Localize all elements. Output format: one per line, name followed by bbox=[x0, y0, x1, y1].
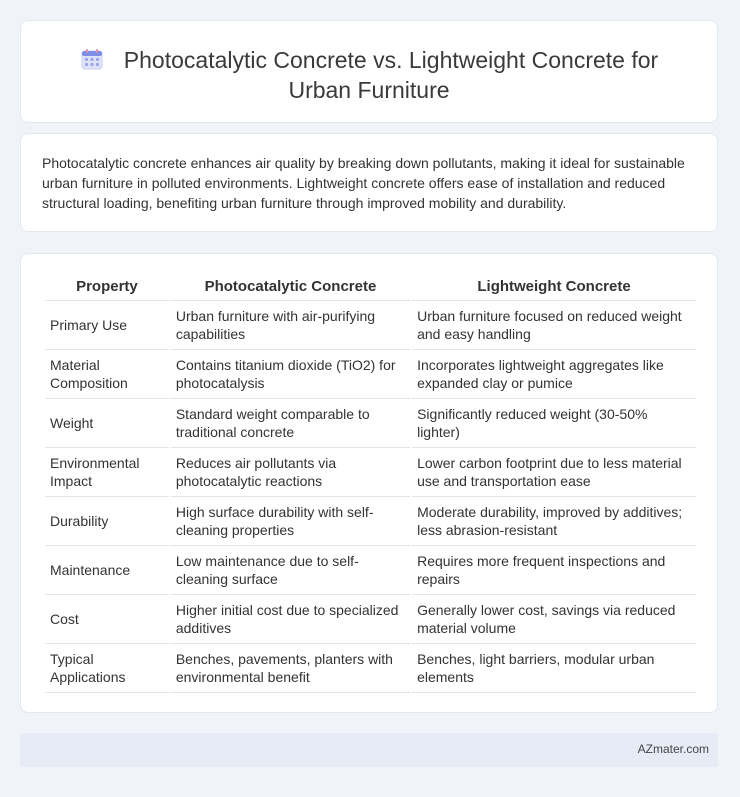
calendar-icon bbox=[80, 48, 106, 72]
table-row bbox=[45, 399, 696, 448]
property-cell: Maintenance bbox=[45, 546, 169, 595]
lightweight-cell: Benches, light barriers, modular urban elements bbox=[412, 644, 696, 693]
title-line-1: Photocatalytic Concrete vs. Lightweight Concrete for bbox=[123, 47, 659, 73]
header-photocatalytic: Photocatalytic Concrete bbox=[171, 274, 410, 301]
header-lightweight: Lightweight Concrete bbox=[412, 274, 696, 301]
property-cell: Cost bbox=[45, 595, 169, 644]
table-row bbox=[45, 301, 696, 350]
photocatalytic-cell: High surface durability with self-cleaning properties bbox=[171, 497, 410, 546]
property-cell: Material Composition bbox=[45, 350, 169, 399]
photocatalytic-cell: Urban furniture with air-purifying capabilities bbox=[171, 301, 410, 350]
property-cell: Typical Applications bbox=[45, 644, 169, 693]
lightweight-cell: Requires more frequent inspections and repairs bbox=[412, 546, 696, 595]
comparison-table bbox=[43, 274, 698, 693]
table-header-row bbox=[45, 274, 696, 301]
table-row bbox=[45, 644, 696, 693]
footer-bar bbox=[20, 733, 718, 767]
footer-site-link[interactable]: AZmater.com bbox=[637, 742, 709, 756]
intro-text: Photocatalytic concrete enhances air quality by breaking down pollutants, making it ideal for sustainable urban furniture in polluted environments. Lightweight concrete offers ease of installation and reduced structural loading, benefiting urban furniture through improved mobility and durability. bbox=[42, 155, 685, 211]
title-line-2: Urban Furniture bbox=[288, 77, 450, 103]
lightweight-cell: Significantly reduced weight (30-50% lighter) bbox=[412, 399, 696, 448]
table-row bbox=[45, 350, 696, 399]
page-title bbox=[21, 45, 717, 105]
property-cell: Environmental Impact bbox=[45, 448, 169, 497]
table-row bbox=[45, 595, 696, 644]
photocatalytic-cell: Higher initial cost due to specialized additives bbox=[171, 595, 410, 644]
photocatalytic-cell: Benches, pavements, planters with environmental benefit bbox=[171, 644, 410, 693]
photocatalytic-cell: Contains titanium dioxide (TiO2) for photocatalysis bbox=[171, 350, 410, 399]
intro-card bbox=[20, 133, 718, 232]
property-cell: Weight bbox=[45, 399, 169, 448]
photocatalytic-cell: Standard weight comparable to traditional concrete bbox=[171, 399, 410, 448]
property-cell: Durability bbox=[45, 497, 169, 546]
lightweight-cell: Urban furniture focused on reduced weight and easy handling bbox=[412, 301, 696, 350]
table-row bbox=[45, 546, 696, 595]
lightweight-cell: Generally lower cost, savings via reduced material volume bbox=[412, 595, 696, 644]
lightweight-cell: Lower carbon footprint due to less material use and transportation ease bbox=[412, 448, 696, 497]
comparison-card bbox=[20, 253, 718, 713]
photocatalytic-cell: Reduces air pollutants via photocatalytic reactions bbox=[171, 448, 410, 497]
header-property: Property bbox=[45, 274, 169, 301]
table-row bbox=[45, 497, 696, 546]
lightweight-cell: Incorporates lightweight aggregates like expanded clay or pumice bbox=[412, 350, 696, 399]
property-cell: Primary Use bbox=[45, 301, 169, 350]
title-card bbox=[20, 20, 718, 123]
lightweight-cell: Moderate durability, improved by additives; less abrasion-resistant bbox=[412, 497, 696, 546]
table-row bbox=[45, 448, 696, 497]
photocatalytic-cell: Low maintenance due to self-cleaning surface bbox=[171, 546, 410, 595]
